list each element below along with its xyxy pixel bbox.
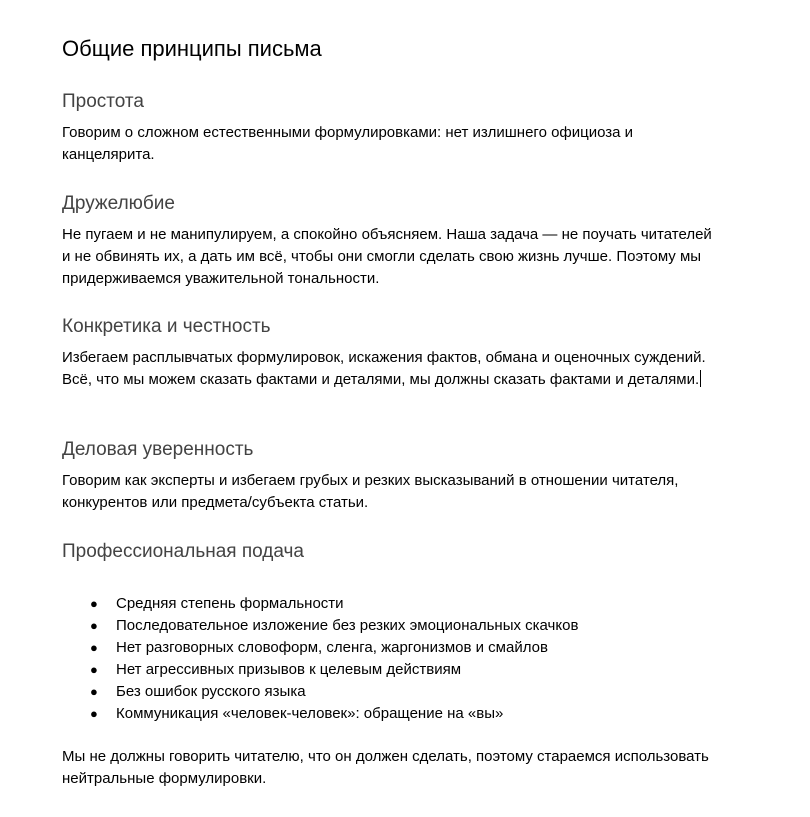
section-heading-concreteness[interactable]: Конкретика и честность <box>62 316 271 337</box>
list-item-text[interactable]: Без ошибок русского языка <box>116 683 306 700</box>
bullet-icon: ● <box>90 640 98 655</box>
list-item[interactable] <box>62 637 578 659</box>
list-item[interactable] <box>62 703 578 725</box>
list-item-text[interactable]: Последовательное изложение без резких эмоциональных скачков <box>116 617 579 634</box>
list-item-text[interactable]: Нет разговорных словоформ, сленга, жаргонизмов и смайлов <box>116 639 548 656</box>
section-heading-friendliness[interactable]: Дружелюбие <box>62 193 175 214</box>
list-item[interactable] <box>62 681 578 703</box>
bullet-icon: ● <box>90 662 98 677</box>
list-item-text[interactable]: Средняя степень формальности <box>116 595 344 612</box>
section-text-concreteness[interactable] <box>62 347 722 391</box>
bullet-icon: ● <box>90 684 98 699</box>
text-cursor <box>700 370 701 387</box>
list-item-text[interactable]: Коммуникация «человек-человек»: обращение на «вы» <box>116 705 504 722</box>
section-text-concreteness-content[interactable]: Избегаем расплывчатых формулировок, искажения фактов, обмана и оценочных суждений. Всё, что мы можем сказать фактами и деталями, мы должны сказать фактами и деталями. <box>62 349 706 388</box>
bullet-icon: ● <box>90 706 98 721</box>
list-item[interactable] <box>62 615 578 637</box>
bullet-list <box>62 593 578 725</box>
list-item[interactable] <box>62 659 578 681</box>
section-text-business-confidence[interactable]: Говорим как эксперты и избегаем грубых и резких высказываний в отношении читателя, конкурентов или предмета/субъекта статьи. <box>62 472 679 511</box>
section-text-simplicity[interactable]: Говорим о сложном естественными формулировками: нет излишнего официоза и канцелярита. <box>62 124 634 163</box>
document-title[interactable]: Общие принципы письма <box>62 36 322 61</box>
bullet-icon: ● <box>90 596 98 611</box>
section-heading-business-confidence[interactable]: Деловая уверенность <box>62 439 254 460</box>
section-heading-simplicity[interactable]: Простота <box>62 91 144 112</box>
list-item[interactable] <box>62 593 578 615</box>
list-item-text[interactable]: Нет агрессивных призывов к целевым действиям <box>116 661 462 678</box>
closing-paragraph[interactable]: Мы не должны говорить читателю, что он должен сделать, поэтому стараемся использовать нейтральные формулировки. <box>62 748 709 787</box>
bullet-icon: ● <box>90 618 98 633</box>
section-text-friendliness[interactable]: Не пугаем и не манипулируем, а спокойно объясняем. Наша задача — не поучать читателей и не обвинять их, а дать им всё, чтобы они смогли сделать свою жизнь лучше. Поэтому мы придерживаемся уважительной тональности. <box>62 226 712 287</box>
section-heading-professional-delivery[interactable]: Профессиональная подача <box>62 541 304 562</box>
